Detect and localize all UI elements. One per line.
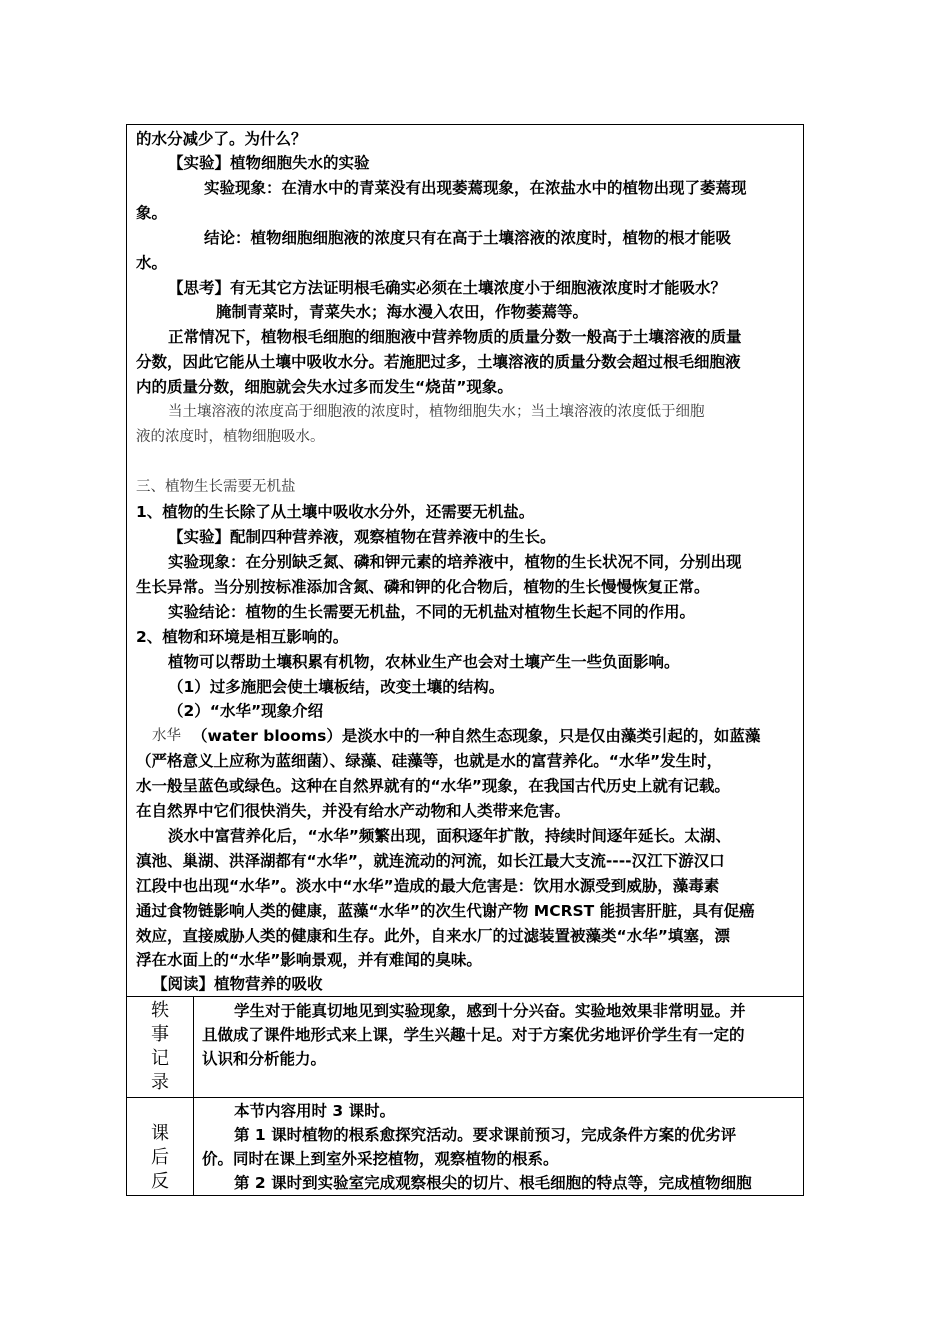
text-line: 结论：植物细胞细胞液的浓度只有在高于土壤溶液的浓度时，植物的根才能吸 [204, 229, 732, 247]
text-line: （严格意义上应称为蓝细菌）、绿藻、硅藻等，也就是水的富营养化。“水华”发生时， [136, 752, 723, 770]
anecdote-text: 且做成了课件地形式来上课，学生兴趣十足。对于方案优劣地评价学生有一定的 [202, 1026, 745, 1044]
reflection-label-char: 反 [151, 1171, 169, 1192]
anecdote-label-char: 轶 [151, 1000, 169, 1021]
anecdote-text: 学生对于能真切地见到实验现象，感到十分兴奋。实验地效果非常明显。并 [234, 1002, 746, 1020]
text-line: 液的浓度时，植物细胞吸水。 [136, 429, 325, 445]
text-line: （water blooms）是淡水中的一种自然生态现象，只是仅由藻类引起的，如蓝藻 [192, 727, 761, 745]
text-line: 通过食物链影响人类的健康，蓝藻“水华”的次生代谢产物 MCRST 能损害肝脏，具有促癌 [136, 902, 755, 920]
text-line: 2、植物和环境是相互影响的。 [136, 628, 349, 646]
row-divider-anecdote [126, 996, 804, 997]
column-divider [193, 996, 194, 1196]
reflection-label-char: 课 [151, 1123, 169, 1144]
text-line: 在自然界中它们很快消失，并没有给水产动物和人类带来危害。 [136, 802, 571, 820]
text-line: 浮在水面上的“水华”影响景观，并有难闻的臭味。 [136, 951, 482, 969]
reading-heading: 【阅读】植物营养的吸收 [152, 975, 323, 993]
reflection-label-char: 后 [151, 1147, 169, 1168]
text-line: 实验结论：植物的生长需要无机盐，不同的无机盐对植物生长起不同的作用。 [168, 603, 696, 621]
text-line: 效应，直接威胁人类的健康和生存。此外，自来水厂的过滤装置被藻类“水华”填塞，漂 [136, 927, 730, 945]
text-line: 植物可以帮助土壤积累有机物，农林业生产也会对土壤产生一些负面影响。 [168, 653, 680, 671]
text-line: 滇池、巢湖、洪泽湖都有“水华”，就连流动的河流，如长江最大支流----汉江下游汉口 [136, 852, 725, 870]
text-line: （2）“水华”现象介绍 [168, 702, 324, 720]
anecdote-label-char: 事 [151, 1024, 169, 1045]
row-divider-reflection [126, 1097, 804, 1098]
text-line: 水一般呈蓝色或绿色。这种在自然界就有的“水华”现象，在我国古代历史上就有记载。 [136, 777, 730, 795]
anecdote-label-char: 记 [151, 1048, 169, 1069]
think-heading: 【思考】有无其它方法证明根毛确实必须在土壤浓度小于细胞液浓度时才能吸水？ [168, 279, 727, 297]
text-line: 淡水中富营养化后，“水华”频繁出现，面积逐年扩散，持续时间逐年延长。太湖、 [168, 827, 731, 845]
text-line: 水华 [152, 728, 181, 744]
reflection-text: 第 2 课时到实验室完成观察根尖的切片、根毛细胞的特点等，完成植物细胞 [234, 1174, 752, 1192]
text-line: 正常情况下，植物根毛细胞的细胞液中营养物质的质量分数一般高于土壤溶液的质量 [168, 328, 742, 346]
text-line: 江段中也出现“水华”。淡水中“水华”造成的最大危害是：饮用水源受到威胁，藻毒素 [136, 877, 720, 895]
text-line: 内的质量分数，细胞就会失水过多而发生“烧苗”现象。 [136, 378, 513, 396]
reflection-text: 本节内容用时 3 课时。 [234, 1102, 396, 1120]
text-line: 实验现象：在分别缺乏氮、磷和钾元素的培养液中，植物的生长状况不同，分别出现 [168, 553, 742, 571]
anecdote-label-char: 录 [151, 1072, 169, 1093]
experiment-heading: 【实验】配制四种营养液，观察植物在营养液中的生长。 [168, 528, 556, 546]
text-line: （1）过多施肥会使土壤板结，改变土壤的结构。 [168, 678, 505, 696]
reflection-text: 价。同时在课上到室外采挖植物，观察植物的根系。 [202, 1150, 559, 1168]
text-line: 腌制青菜时，青菜失水；海水漫入农田，作物萎蔫等。 [216, 303, 589, 321]
reflection-text: 第 1 课时植物的根系愈探究活动。要求课前预习，完成条件方案的优劣评 [234, 1126, 737, 1144]
text-line: 水。 [136, 254, 168, 272]
text-line: 象。 [136, 204, 168, 222]
text-line: 1、植物的生长除了从土壤中吸收水分外，还需要无机盐。 [136, 503, 535, 521]
text-line: 生长异常。当分别按标准添加含氮、磷和钾的化合物后，植物的生长慢慢恢复正常。 [136, 578, 710, 596]
text-line: 实验现象：在清水中的青菜没有出现萎蔫现象，在浓盐水中的植物出现了萎蔫现 [204, 179, 747, 197]
text-line: 当土壤溶液的浓度高于细胞液的浓度时，植物细胞失水；当土壤溶液的浓度低于细胞 [168, 404, 705, 420]
anecdote-text: 认识和分析能力。 [202, 1050, 327, 1068]
experiment-heading: 【实验】植物细胞失水的实验 [168, 154, 370, 172]
section-heading: 三、植物生长需要无机盐 [136, 479, 296, 495]
text-line: 的水分减少了。为什么？ [136, 130, 307, 148]
text-line: 分数，因此它能从土壤中吸收水分。若施肥过多，土壤溶液的质量分数会超过根毛细胞液 [136, 353, 741, 371]
